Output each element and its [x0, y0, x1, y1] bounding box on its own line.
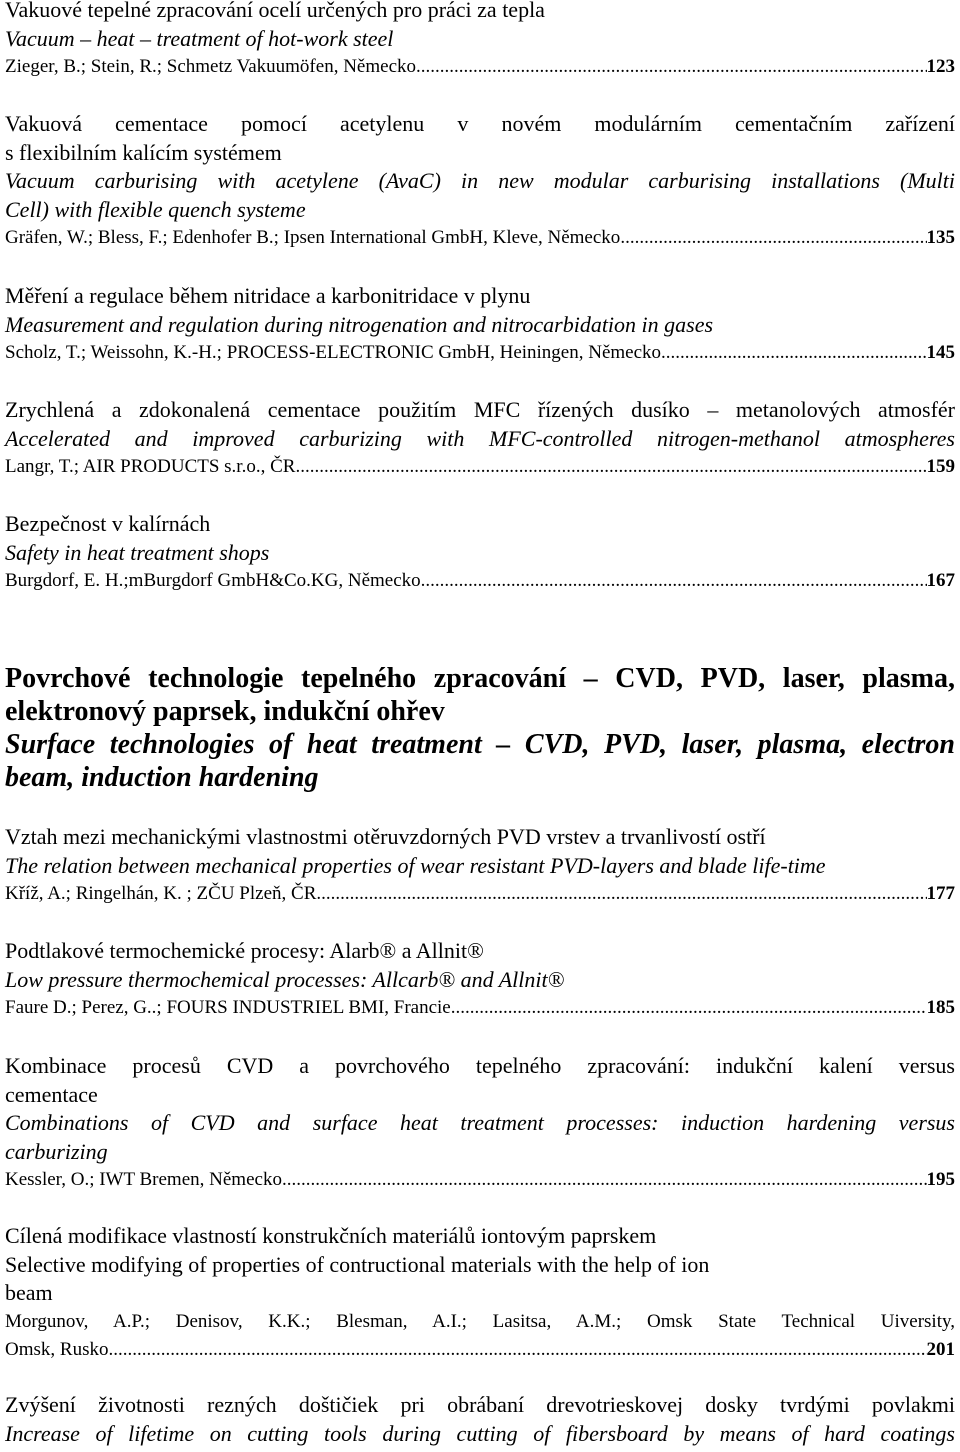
entry-title-en: The relation between mechanical properties of wear resistant PVD-layers and blade life-time	[5, 852, 826, 878]
entry-authors: Gräfen, W.; Bless, F.; Edenhofer B.; Ipsen International GmbH, Kleve, Německo	[5, 227, 621, 249]
entry-title-en-cont: carburizing	[5, 1138, 108, 1164]
section-heading-en-line2: beam, induction hardening	[5, 762, 319, 793]
leader-dots	[421, 567, 927, 596]
entry-title-en: Increase of lifetime on cutting tools during cutting of fibersboard by means of hard coatings	[5, 1420, 955, 1446]
section-heading-cz	[5, 662, 955, 728]
entry-authors-row	[5, 339, 955, 368]
entry-authors: Kříž, A.; Ringelhán, K. ; ZČU Plzeň, ČR	[5, 883, 317, 905]
leader-dots	[108, 1336, 926, 1365]
entry-title-cz: Měření a regulace během nitridace a karbonitridace v plynu	[5, 283, 531, 308]
entry-title-en: Safety in heat treatment shops	[5, 539, 270, 565]
entry-authors-row	[5, 53, 955, 82]
leader-dots	[416, 53, 927, 82]
leader-dots	[620, 224, 926, 253]
entry-title-en: Combinations of CVD and surface heat treatment processes: induction hardening versus	[5, 1110, 955, 1136]
entry-page-number[interactable]: 177	[926, 883, 955, 905]
entry-title-cz: Cílená modifikace vlastností konstrukčních materiálů iontovým paprskem	[5, 1223, 657, 1248]
entry-title-cz: Vztah mezi mechanickými vlastnostmi otěruvzdorných PVD vrstev a trvanlivostí ostří	[5, 824, 766, 849]
entry-title-en: Vacuum – heat – treatment of hot-work steel	[5, 25, 394, 51]
entry-title-cz: Kombinace procesů CVD a povrchového tepelného zpracování: indukční kalení versus	[5, 1053, 955, 1078]
entry-title-cz: Bezpečnost v kalírnách	[5, 511, 211, 536]
entry-page-number[interactable]: 135	[926, 227, 955, 249]
entry-authors: Faure D.; Perez, G..; FOURS INDUSTRIEL BMI, Francie	[5, 997, 451, 1019]
entry-title-en: Accelerated and improved carburizing with MFC-controlled nitrogen-methanol atmospheres	[5, 425, 955, 451]
entry-authors-row	[5, 1166, 955, 1195]
entry-title-cz-cont: cementace	[5, 1081, 98, 1107]
entry-page-number[interactable]: 185	[926, 997, 955, 1019]
entry-page-number[interactable]: 195	[926, 1169, 955, 1191]
entry-authors: Kessler, O.; IWT Bremen, Německo	[5, 1169, 282, 1191]
toc-entry	[5, 823, 955, 909]
toc-entry	[5, 1052, 955, 1195]
section-heading-en	[5, 728, 955, 794]
entry-authors-cont: Omsk, Rusko	[5, 1339, 109, 1361]
entry-title-en: Low pressure thermochemical processes: Allcarb® and Allnit®	[5, 966, 565, 992]
leader-dots	[451, 994, 927, 1023]
entry-page-number[interactable]: 201	[926, 1339, 955, 1361]
toc-entry	[5, 282, 955, 368]
entry-page-number[interactable]: 159	[926, 456, 955, 478]
entry-authors: Scholz, T.; Weissohn, K.-H.; PROCESS-ELECTRONIC GmbH, Heiningen, Německo	[5, 342, 662, 364]
leader-dots	[295, 453, 926, 482]
entry-page-number[interactable]: 167	[926, 570, 955, 592]
section-heading	[5, 662, 955, 794]
entry-title-en: Selective modifying of properties of contructional materials with the help of ion	[5, 1251, 710, 1277]
entry-title-cz: Vakuové tepelné zpracování ocelí určených pro práci za tepla	[5, 0, 545, 22]
section-heading-en-line1: Surface technologies of heat treatment – CVD, PVD, laser, plasma, electron	[5, 729, 955, 760]
entry-title-en: Vacuum carburising with acetylene (AvaC) in new modular carburising installations (Multi	[5, 168, 955, 194]
leader-dots	[282, 1166, 927, 1195]
toc-entry	[5, 110, 955, 253]
toc-entry	[5, 1391, 955, 1448]
toc-entry	[5, 1222, 955, 1365]
entry-authors-row	[5, 994, 955, 1023]
entry-authors-row	[5, 567, 955, 596]
entry-title-cz-cont: s flexibilním kalícím systémem	[5, 139, 282, 165]
entry-title-en-cont: Cell) with flexible quench systeme	[5, 196, 306, 222]
entry-authors: Burgdorf, E. H.;mBurgdorf GmbH&Co.KG, Německo	[5, 570, 421, 592]
entry-title-cz: Zvýšení životnosti rezných doštičiek pri obrábaní drevotrieskovej dosky tvrdými povlakmi	[5, 1392, 955, 1417]
leader-dots	[316, 880, 926, 909]
entry-authors-row	[5, 224, 955, 253]
toc-entry	[5, 510, 955, 596]
toc-entry	[5, 396, 955, 482]
entry-title-cz: Zrychlená a zdokonalená cementace použitím MFC řízených dusíko – metanolových atmosfér	[5, 397, 955, 422]
section-heading-cz-line2: elektronový paprsek, indukční ohřev	[5, 696, 445, 727]
entry-authors-row	[5, 880, 955, 909]
entry-authors: Langr, T.; AIR PRODUCTS s.r.o., ČR	[5, 456, 296, 478]
entry-authors: Zieger, B.; Stein, R.; Schmetz Vakuumöfen, Německo	[5, 56, 416, 78]
entry-authors-row	[5, 453, 955, 482]
entry-title-cz: Podtlakové termochemické procesy: Alarb® a Allnit®	[5, 938, 484, 963]
toc-entry	[5, 0, 955, 82]
entry-page-number[interactable]: 123	[926, 56, 955, 78]
entry-title-en-cont: beam	[5, 1280, 53, 1306]
entry-authors: Morgunov, A.P.; Denisov, K.K.; Blesman, A.I.; Lasitsa, A.M.; Omsk State Technical Uiversity,	[5, 1310, 955, 1332]
entry-page-number[interactable]: 145	[926, 342, 955, 364]
section-heading-cz-line1: Povrchové technologie tepelného zpracování – CVD, PVD, laser, plasma,	[5, 663, 955, 694]
toc-entry	[5, 937, 955, 1023]
entry-authors-row	[5, 1336, 955, 1365]
entry-title-cz: Vakuová cementace pomocí acetylenu v novém modulárním cementačním zařízení	[5, 111, 955, 136]
entry-title-en: Measurement and regulation during nitrogenation and nitrocarbidation in gases	[5, 311, 714, 337]
leader-dots	[661, 339, 926, 368]
